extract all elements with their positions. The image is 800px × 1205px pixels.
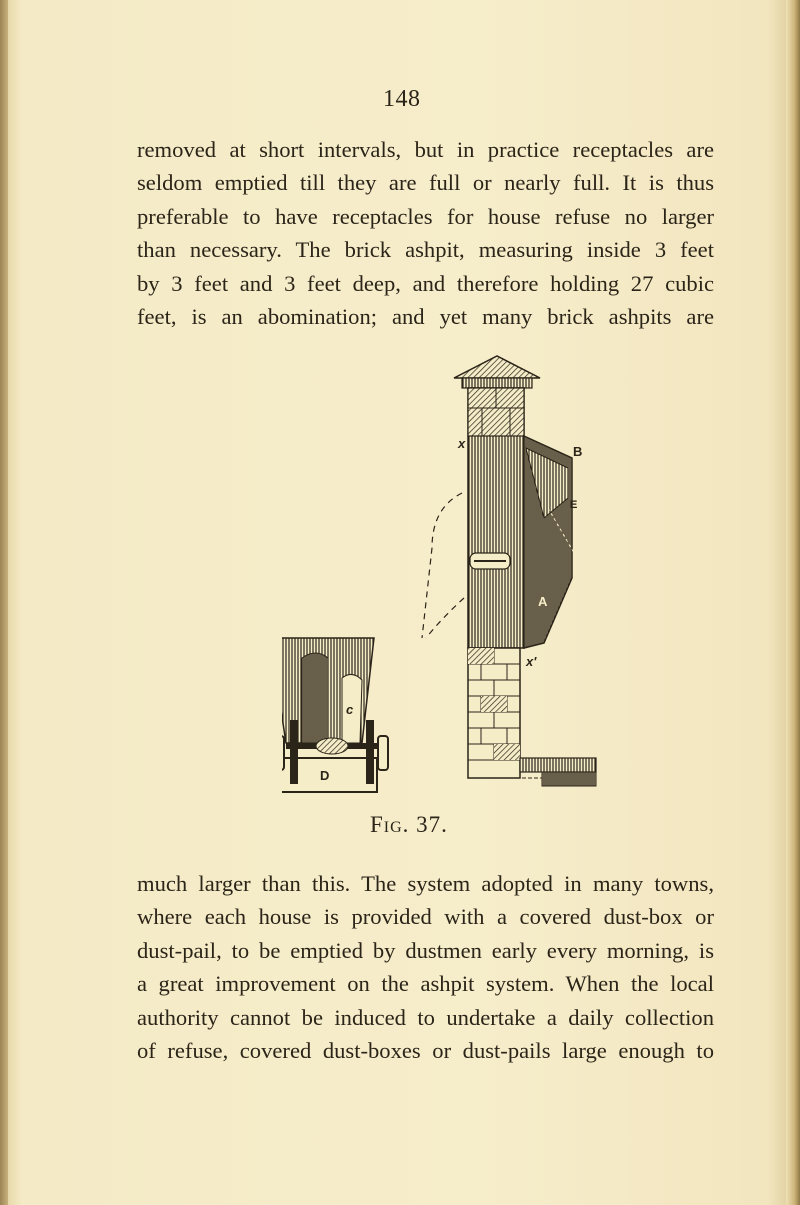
text-line: than necessary. The brick ashpit, measuring inside 3 feet [137,237,714,263]
text-line: where each house is provided with a covered dust-box or [137,904,714,930]
text-line: by 3 feet and 3 feet deep, and therefore holding 27 cubic [137,270,714,296]
hopper-chute [524,436,577,648]
page-gutter [0,0,8,1205]
label-c: c [346,702,354,717]
text-line: feet, is an abomination; and yet many brick ashpits are [137,304,714,330]
paragraph-top [137,133,714,333]
label-d: D [320,768,330,783]
label-x: x [458,436,466,451]
text-line: seldom emptied till they are full or nearly full. It is thus [137,170,714,196]
page-number: 148 [383,86,421,112]
label-a: A [538,594,548,609]
text-line: much larger than this. The system adopted in many towns, [137,871,714,896]
ashpit-illustration [282,348,600,798]
page-fore-edge [786,0,800,1205]
text-line: removed at short intervals, but in practice receptacles are [137,137,714,162]
text-line: dust-pail, to be emptied by dustmen early every morning, is [137,937,714,963]
dust-cart [282,638,388,792]
label-x1: x' [526,654,537,669]
figure-caption: Fig. 37. [370,812,448,837]
text-line: a great improvement on the ashpit system. When the local [137,971,714,997]
swing-lines [422,493,464,638]
text-line: authority cannot be induced to undertake a daily collection [137,1004,714,1030]
label-e: E [570,499,578,511]
text-line: preferable to have receptacles for house refuse no larger [137,203,714,229]
chimney-cap [454,356,540,388]
label-b: B [573,444,583,459]
brick-column [468,388,524,648]
paragraph-bottom [137,867,714,1067]
text-line: of refuse, covered dust-boxes or dust-pails large enough to [137,1038,714,1064]
brick-base [468,648,520,778]
